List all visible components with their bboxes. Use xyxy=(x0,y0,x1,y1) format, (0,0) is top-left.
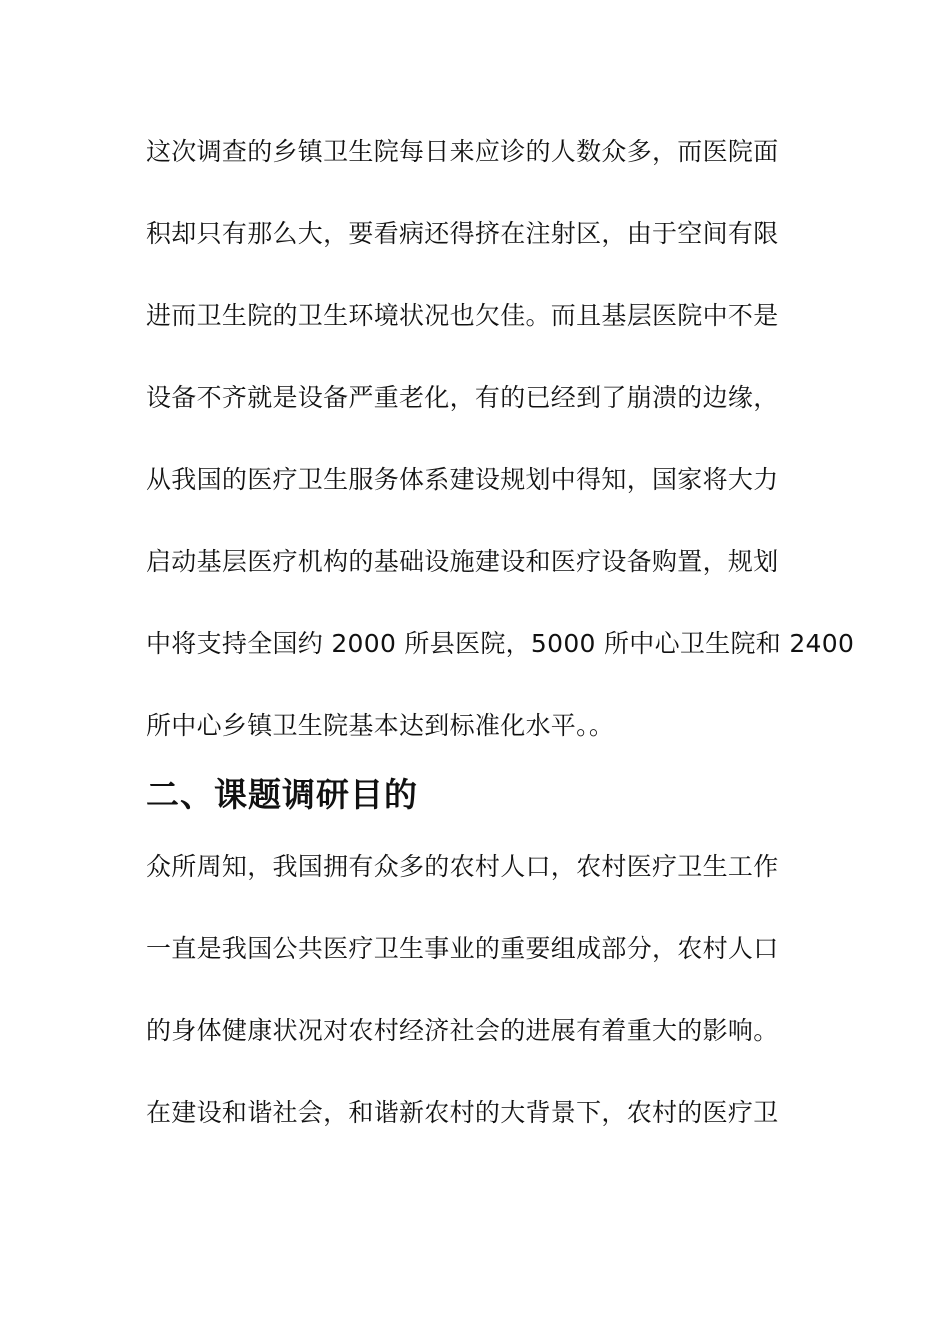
paragraph-line: 进而卫生院的卫生环境状况也欠佳。而且基层医院中不是 xyxy=(146,301,779,330)
paragraph-line: 从我国的医疗卫生服务体系建设规划中得知，国家将大力 xyxy=(146,465,779,494)
paragraph-line: 所中心乡镇卫生院基本达到标准化水平。。 xyxy=(146,711,615,740)
paragraph-line: 中将支持全国约 2000 所县医院，5000 所中心卫生院和 2400 xyxy=(146,629,855,658)
paragraph-line: 这次调查的乡镇卫生院每日来应诊的人数众多，而医院面 xyxy=(146,137,779,166)
paragraph-line: 一直是我国公共医疗卫生事业的重要组成部分，农村人口 xyxy=(146,934,779,963)
paragraph-line: 设备不齐就是设备严重老化，有的已经到了崩溃的边缘， xyxy=(146,383,779,412)
paragraph-line: 的身体健康状况对农村经济社会的进展有着重大的影响。 xyxy=(146,1016,779,1045)
paragraph-line: 积却只有那么大，要看病还得挤在注射区，由于空间有限 xyxy=(146,219,779,248)
paragraph-line: 在建设和谐社会，和谐新农村的大背景下，农村的医疗卫 xyxy=(146,1098,779,1127)
paragraph-line: 众所周知，我国拥有众多的农村人口，农村医疗卫生工作 xyxy=(146,852,779,881)
paragraph-line: 启动基层医疗机构的基础设施建设和医疗设备购置，规划 xyxy=(146,547,779,576)
section-heading: 二、课题调研目的 xyxy=(146,775,418,814)
